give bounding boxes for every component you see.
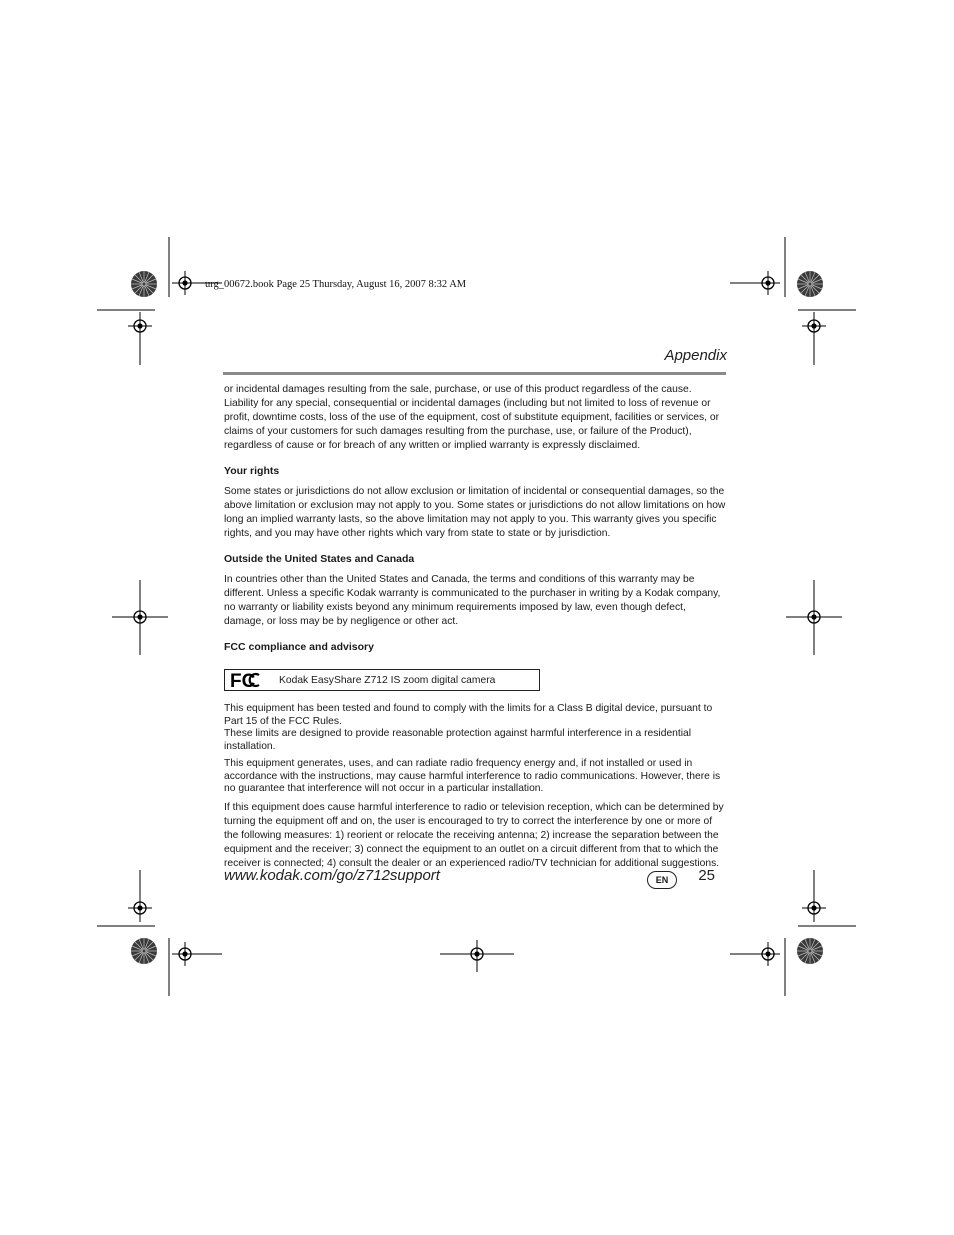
fcc-product-name: Kodak EasyShare Z712 IS zoom digital camera [279, 674, 496, 686]
language-badge: EN [647, 871, 677, 889]
fcc-interference-text: This equipment generates, uses, and can radiate radio frequency energy and, if not installed or used in accordance with the instructions, may cause harmful interference to radio communications. However, there is no guarantee that interference will not occur in a particular installation. [224, 758, 721, 794]
print-info-line: urg_00672.book Page 25 Thursday, August 16, 2007 8:32 AM [205, 279, 467, 290]
svg-text:FC: FC [230, 671, 256, 689]
footer-url: www.kodak.com/go/z712support [224, 867, 440, 884]
your-rights-heading: Your rights [224, 465, 280, 477]
fcc-compliance-text: This equipment has been tested and found to comply with the limits for a Class B digital device, pursuant to Part 15 of the FCC Rules. [224, 703, 713, 727]
body-text [224, 383, 728, 871]
page-number: 25 [698, 867, 715, 884]
fcc-heading: FCC compliance and advisory [224, 641, 374, 653]
outside-us-heading: Outside the United States and Canada [224, 553, 415, 565]
fcc-measures-text: If this equipment does cause harmful interference to radio or television reception, which can be determined by turning the equipment off and on, the user is encouraged to try to correct the interference by one or more of the following measures: 1) reorient or relocate the receiving antenna; 2) increase the separation between the equipment and the receiver; 3) connect the equipment to an outlet on a circuit different from that to which the receiver is connected; 4) consult the dealer or an experienced radio/TV technician for additional suggestions. [224, 801, 724, 869]
running-head: Appendix [664, 347, 727, 364]
your-rights-text: Some states or jurisdictions do not allow exclusion or limitation of incidental or consequential damages, so the above limitation or exclusion may not apply to you. Some states or jurisdictions do not allow limitations on how long an implied warranty lasts, so the above limitation may not apply to you. This warranty gives you specific rights, and you may have other rights which vary from state to state or by jurisdiction. [224, 486, 726, 539]
outside-us-text: In countries other than the United States and Canada, the terms and conditions of this warranty may be different. Unless a specific Kodak warranty is communicated to the purchaser in writing by a Kodak company, no warranty or liability exists beyond any minimum requirements imposed by law, even though defect, damage, or loss may be by negligence or other act. [224, 574, 721, 627]
fcc-limits-text: These limits are designed to provide reasonable protection against harmful interference in a residential installation. [224, 728, 692, 752]
intro-paragraph: or incidental damages resulting from the sale, purchase, or use of this product regardless of the cause. Liability for any special, consequential or incidental damages (including but not limited to loss of revenue or profit, downtime costs, loss of the use of the equipment, cost of substitute equipment, facilities or services, or claims of your customers for such damages resulting from the purchase, use, or failure of the Product), regardless of cause or for breach of any written or implied warranty is expressly disclaimed. [224, 384, 720, 451]
fcc-logo [229, 670, 265, 690]
fcc-product-box [224, 669, 540, 691]
header-rule [223, 372, 726, 375]
